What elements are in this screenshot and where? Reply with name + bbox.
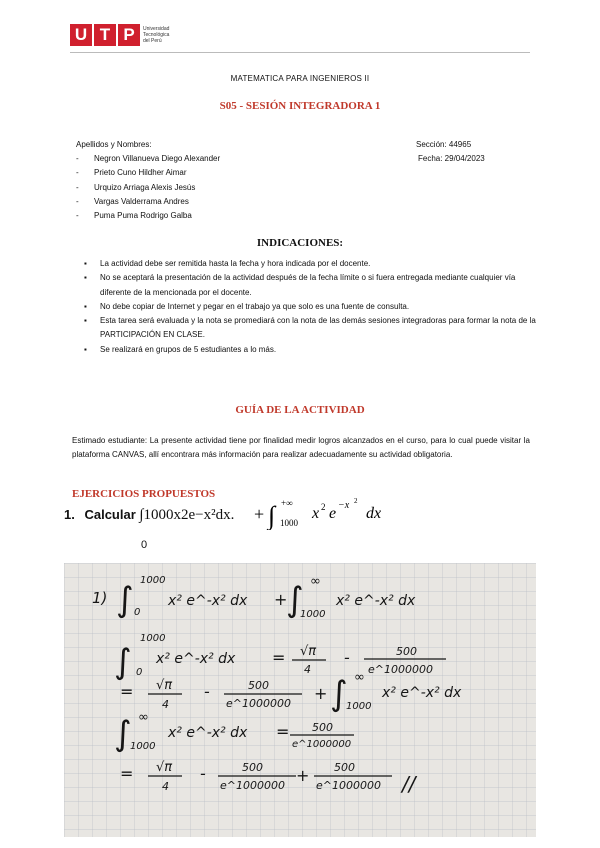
svg-text:x² e^-x² dx: x² e^-x² dx <box>382 685 462 701</box>
indications-list <box>84 257 544 357</box>
svg-text:∫: ∫ <box>286 580 304 620</box>
svg-text:√π: √π <box>156 760 173 775</box>
svg-text:∫: ∫ <box>114 714 132 754</box>
svg-text:x² e^-x² dx: x² e^-x² dx <box>168 593 248 609</box>
svg-text:e: e <box>329 505 337 522</box>
svg-text:+: + <box>254 504 265 524</box>
svg-text:500: 500 <box>242 761 263 774</box>
svg-text:1000: 1000 <box>140 633 166 644</box>
svg-text:4: 4 <box>162 780 169 793</box>
svg-text:x² e^-x² dx: x² e^-x² dx <box>168 725 248 741</box>
svg-text:e^1000000: e^1000000 <box>226 697 291 710</box>
svg-text:e^1000000: e^1000000 <box>316 779 381 792</box>
svg-text:dx: dx <box>366 505 382 522</box>
svg-text:√π: √π <box>156 678 173 693</box>
svg-text:∫: ∫ <box>330 674 348 714</box>
svg-text:+: + <box>296 766 310 785</box>
utp-logo <box>70 24 142 46</box>
intro-paragraph: Estimado estudiante: La presente actividad tiene por finalidad medir logros alcanzados en el curso, para lo cual puede visitar la plataforma CANVAS, allí encontrara más información para realizar adecuadamente su actividad obligatoria. <box>72 436 530 459</box>
logo-subtitle: Universidad Tecnológica del Perú <box>143 26 170 44</box>
svg-text:0: 0 <box>136 667 143 678</box>
svg-text:1000: 1000 <box>280 518 298 528</box>
logo-letter: U <box>70 24 92 46</box>
svg-text:+: + <box>274 590 288 609</box>
svg-text://: // <box>402 772 416 796</box>
list-item: ▪ Se realizará en grupos de 5 estudiantes a lo más. <box>84 344 277 354</box>
svg-text:500: 500 <box>312 721 333 734</box>
svg-text:+∞: +∞ <box>281 498 293 508</box>
svg-text:∞: ∞ <box>310 574 321 589</box>
svg-text:=: = <box>276 722 290 741</box>
svg-text:=: = <box>120 764 134 783</box>
svg-text:=: = <box>120 682 134 701</box>
svg-text:x² e^-x² dx: x² e^-x² dx <box>156 651 236 667</box>
svg-text:√π: √π <box>300 644 317 659</box>
guide-title: GUÍA DE LA ACTIVIDAD <box>235 404 365 416</box>
svg-text:∞: ∞ <box>354 670 365 685</box>
list-item: ▪ No se aceptará la presentación de la actividad después de la fecha límite o si fuera entregada mediante cualquier vía diferente de la mencionada por el docente. <box>84 273 516 297</box>
list-item: - Urquizo Arriaga Alexis Jesús <box>76 182 196 192</box>
list-item: ▪ No debe copiar de Internet y pegar en el trabajo ya que solo es una fuente de consulta. <box>84 301 410 311</box>
student-list <box>76 152 220 223</box>
svg-text:4: 4 <box>162 698 169 711</box>
svg-text:e^1000000: e^1000000 <box>292 739 352 750</box>
svg-text:e^1000000: e^1000000 <box>368 663 433 676</box>
svg-text:4: 4 <box>304 663 311 676</box>
exercise-1: 1. Calcular ∫1000x2e−x²dx. <box>64 507 235 523</box>
svg-text:-: - <box>344 648 350 667</box>
list-item: - Negron Villanueva Diego Alexander <box>76 154 221 163</box>
session-title: S05 - SESIÓN INTEGRADORA 1 <box>219 100 381 112</box>
logo-letter: P <box>118 24 140 46</box>
svg-text:∫: ∫ <box>116 580 134 620</box>
svg-text:1): 1) <box>92 589 108 607</box>
list-item: ▪ Esta tarea será evaluada y la nota se promediará con la nota de las demás sesiones integradoras para formar la nota de la PARTICIPACIÓN EN CLASE. <box>84 316 536 340</box>
svg-text:1000: 1000 <box>130 741 156 752</box>
svg-text:x² e^-x² dx: x² e^-x² dx <box>336 593 416 609</box>
section-number: Sección: 44965 <box>416 140 472 149</box>
exercise-1-second-integral <box>250 494 400 530</box>
svg-text:+: + <box>314 684 328 703</box>
svg-text:∫: ∫ <box>268 501 276 530</box>
list-item: - Puma Puma Rodrigo Galba <box>76 211 192 221</box>
svg-text:1000: 1000 <box>346 701 372 712</box>
svg-text:e^1000000: e^1000000 <box>220 779 285 792</box>
svg-text:−x: −x <box>338 500 350 511</box>
names-label: Apellidos y Nombres: <box>76 140 152 149</box>
svg-text:500: 500 <box>248 679 269 692</box>
header-divider <box>70 52 530 53</box>
svg-text:2: 2 <box>354 497 358 505</box>
course-title: MATEMATICA PARA INGENIEROS II <box>230 74 370 83</box>
handwritten-solution-photo <box>64 563 536 837</box>
svg-text:-: - <box>204 682 210 701</box>
svg-text:0: 0 <box>134 607 141 618</box>
date: Fecha: 29/04/2023 <box>418 154 485 163</box>
logo-letter: T <box>94 24 116 46</box>
svg-text:1000: 1000 <box>300 609 326 620</box>
svg-text:∫: ∫ <box>114 642 132 682</box>
svg-text:500: 500 <box>396 645 417 658</box>
svg-text:=: = <box>272 648 286 667</box>
svg-text:-: - <box>200 764 206 783</box>
indications-title: INDICACIONES: <box>256 237 344 249</box>
svg-text:x: x <box>312 505 320 522</box>
exercises-title: EJERCICIOS PROPUESTOS <box>72 488 216 500</box>
integral-lower-limit: 0 <box>141 539 148 551</box>
list-item: - Vargas Valderrama Andres <box>76 196 189 206</box>
svg-text:1000: 1000 <box>140 575 166 586</box>
svg-text:500: 500 <box>334 761 355 774</box>
list-item: ▪ La actividad debe ser remitida hasta la fecha y hora indicada por el docente. <box>84 259 371 268</box>
list-item: - Prieto Cuno Hildher Aimar <box>76 168 187 178</box>
svg-text:2: 2 <box>321 502 326 512</box>
svg-text:∞: ∞ <box>138 710 149 725</box>
